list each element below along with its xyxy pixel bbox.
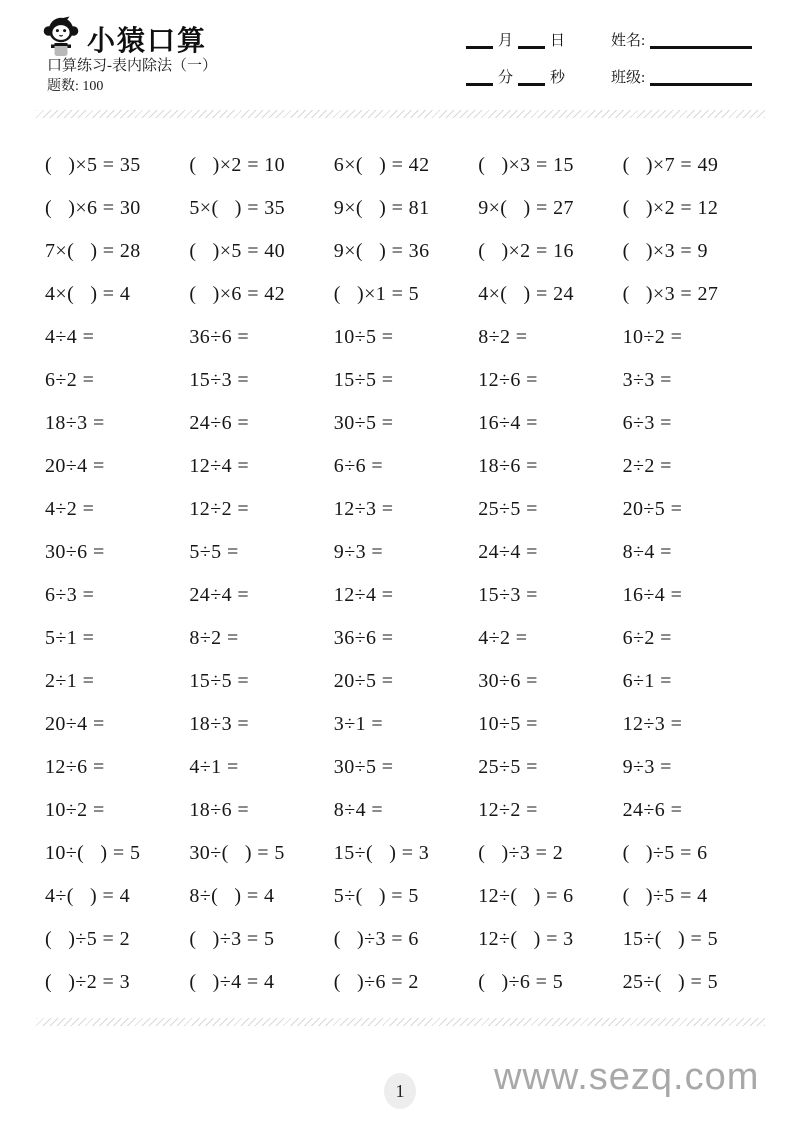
problem-cell: 20÷5 = <box>622 498 683 520</box>
time-class-row <box>466 70 752 86</box>
question-count: 题数: 100 <box>47 79 104 94</box>
problem-cell: 30÷6 = <box>45 541 105 563</box>
problem-cell: 30÷( ) = 5 <box>189 842 285 864</box>
problem-cell: 6×( ) = 42 <box>333 154 430 176</box>
problem-cell: 12÷3 = <box>333 498 394 520</box>
problem-cell: 12÷4 = <box>333 584 394 606</box>
problem-cell: 10÷2 = <box>45 799 105 821</box>
problem-cell: 10÷2 = <box>622 326 683 348</box>
problem-cell: 8÷( ) = 4 <box>189 885 275 907</box>
month-blank-field <box>466 33 493 49</box>
name-label: 姓名: <box>611 33 646 49</box>
day-blank-field <box>518 33 545 49</box>
problem-cell: 36÷6 = <box>333 627 394 649</box>
problem-cell: 30÷5 = <box>333 412 394 434</box>
problem-cell: 16÷4 = <box>478 412 538 434</box>
problem-cell: 6÷1 = <box>622 670 672 692</box>
problem-cell: 25÷5 = <box>478 756 538 778</box>
problem-cell: 18÷3 = <box>189 713 250 735</box>
problem-cell: ( )×2 = 10 <box>189 154 286 176</box>
problem-cell: ( )÷3 = 2 <box>478 842 564 864</box>
problem-cell: 5÷( ) = 5 <box>333 885 419 907</box>
problem-cell: ( )÷5 = 6 <box>622 842 708 864</box>
problem-cell: 12÷3 = <box>622 713 683 735</box>
problems-grid <box>45 144 767 1004</box>
problem-cell: 25÷( ) = 5 <box>622 971 718 993</box>
worksheet-title: 口算练习-表内除法（一） <box>47 58 217 74</box>
problem-cell: 8÷2 = <box>478 326 528 348</box>
problem-cell: 6÷2 = <box>45 369 95 391</box>
problem-cell: ( )×6 = 30 <box>45 197 141 219</box>
problem-cell: 24÷4 = <box>478 541 538 563</box>
problem-cell: ( )×6 = 42 <box>189 283 286 305</box>
problem-cell: 18÷6 = <box>478 455 538 477</box>
date-name-row <box>466 33 752 49</box>
problem-cell: 5÷1 = <box>45 627 95 649</box>
problem-cell: 5÷5 = <box>189 541 239 563</box>
problem-cell: ( )×7 = 49 <box>622 154 719 176</box>
second-label: 秒 <box>550 70 566 86</box>
problem-cell: 25÷5 = <box>478 498 538 520</box>
problem-cell: ( )×5 = 35 <box>45 154 141 176</box>
problem-cell: ( )×3 = 15 <box>478 154 574 176</box>
problem-cell: 30÷5 = <box>333 756 394 778</box>
app-name: 小猿口算 <box>87 24 208 56</box>
problem-cell: 12÷4 = <box>189 455 250 477</box>
second-blank-field <box>518 70 545 86</box>
problem-cell: 9×( ) = 27 <box>478 197 574 219</box>
problem-cell: 2÷1 = <box>45 670 95 692</box>
problem-cell: 20÷5 = <box>333 670 394 692</box>
problem-cell: 9÷3 = <box>622 756 672 778</box>
problem-cell: 4÷( ) = 4 <box>45 885 130 907</box>
problem-cell: ( )÷6 = 2 <box>333 971 419 993</box>
problem-cell: 6÷6 = <box>333 455 384 477</box>
problem-cell: ( )×2 = 12 <box>622 197 719 219</box>
problem-cell: ( )×2 = 16 <box>478 240 574 262</box>
problem-cell: ( )÷2 = 3 <box>45 971 130 993</box>
problem-cell: 10÷5 = <box>333 326 394 348</box>
problem-cell: 18÷3 = <box>45 412 105 434</box>
problem-cell: 15÷( ) = 3 <box>333 842 430 864</box>
problem-cell: 15÷( ) = 5 <box>622 928 718 950</box>
problem-cell: 15÷3 = <box>189 369 250 391</box>
problem-cell: 9×( ) = 81 <box>333 197 430 219</box>
problem-cell: 3÷1 = <box>333 713 384 735</box>
problem-cell: 3÷3 = <box>622 369 672 391</box>
top-hatched-divider <box>36 110 765 118</box>
month-label: 月 <box>498 33 514 49</box>
problem-cell: 4÷2 = <box>45 498 95 520</box>
problem-cell: 4÷4 = <box>45 326 95 348</box>
problem-cell: 4÷1 = <box>189 756 239 778</box>
problem-cell: 16÷4 = <box>622 584 683 606</box>
problem-cell: 20÷4 = <box>45 713 105 735</box>
problem-cell: 12÷6 = <box>478 369 538 391</box>
problem-cell: 36÷6 = <box>189 326 250 348</box>
problem-cell: 4×( ) = 24 <box>478 283 574 305</box>
problem-cell: 4÷2 = <box>478 627 528 649</box>
problem-cell: ( )×1 = 5 <box>333 283 420 305</box>
bottom-hatched-divider <box>36 1018 765 1026</box>
minute-label: 分 <box>498 70 514 86</box>
problem-cell: 4×( ) = 4 <box>45 283 131 305</box>
problem-cell: ( )÷5 = 2 <box>45 928 130 950</box>
problem-cell: 24÷6 = <box>189 412 250 434</box>
problem-cell: ( )÷3 = 5 <box>189 928 275 950</box>
problem-cell: 9÷3 = <box>333 541 384 563</box>
problem-cell: 24÷4 = <box>189 584 250 606</box>
problem-cell: ( )×3 = 9 <box>622 240 708 262</box>
problem-cell: 12÷( ) = 6 <box>478 885 574 907</box>
minute-blank-field <box>466 70 493 86</box>
class-label: 班级: <box>611 70 646 86</box>
page-number-badge <box>384 1073 416 1109</box>
problem-cell: 20÷4 = <box>45 455 105 477</box>
problem-cell: 12÷( ) = 3 <box>478 928 574 950</box>
problem-cell: ( )÷6 = 5 <box>478 971 564 993</box>
watermark-text: www.sezq.com <box>494 1056 760 1098</box>
class-blank-field <box>650 70 752 86</box>
page-number: 1 <box>395 1080 405 1101</box>
problem-cell: 12÷2 = <box>189 498 250 520</box>
problem-cell: ( )÷3 = 6 <box>333 928 419 950</box>
problem-cell: 5×( ) = 35 <box>189 197 286 219</box>
problem-cell: 12÷6 = <box>45 756 105 778</box>
problem-cell: ( )×5 = 40 <box>189 240 286 262</box>
problem-cell: ( )÷5 = 4 <box>622 885 708 907</box>
problem-cell: 6÷3 = <box>622 412 672 434</box>
problem-cell: 24÷6 = <box>622 799 683 821</box>
problem-cell: 15÷5 = <box>189 670 250 692</box>
name-blank-field <box>650 33 752 49</box>
problem-cell: 9×( ) = 36 <box>333 240 430 262</box>
problem-cell: 7×( ) = 28 <box>45 240 141 262</box>
problem-cell: 8÷4 = <box>333 799 384 821</box>
day-label: 日 <box>550 33 566 49</box>
problem-cell: 15÷3 = <box>478 584 538 606</box>
problem-cell: ( )×3 = 27 <box>622 283 719 305</box>
problem-cell: 2÷2 = <box>622 455 672 477</box>
problem-cell: 18÷6 = <box>189 799 250 821</box>
problem-cell: 6÷2 = <box>622 627 672 649</box>
problem-cell: 6÷3 = <box>45 584 95 606</box>
problem-cell: 8÷4 = <box>622 541 672 563</box>
problem-cell: 15÷5 = <box>333 369 394 391</box>
problem-cell: 30÷6 = <box>478 670 538 692</box>
problem-cell: ( )÷4 = 4 <box>189 971 275 993</box>
problem-cell: 8÷2 = <box>189 627 239 649</box>
problem-cell: 12÷2 = <box>478 799 538 821</box>
problem-cell: 10÷( ) = 5 <box>45 842 141 864</box>
problem-cell: 10÷5 = <box>478 713 538 735</box>
